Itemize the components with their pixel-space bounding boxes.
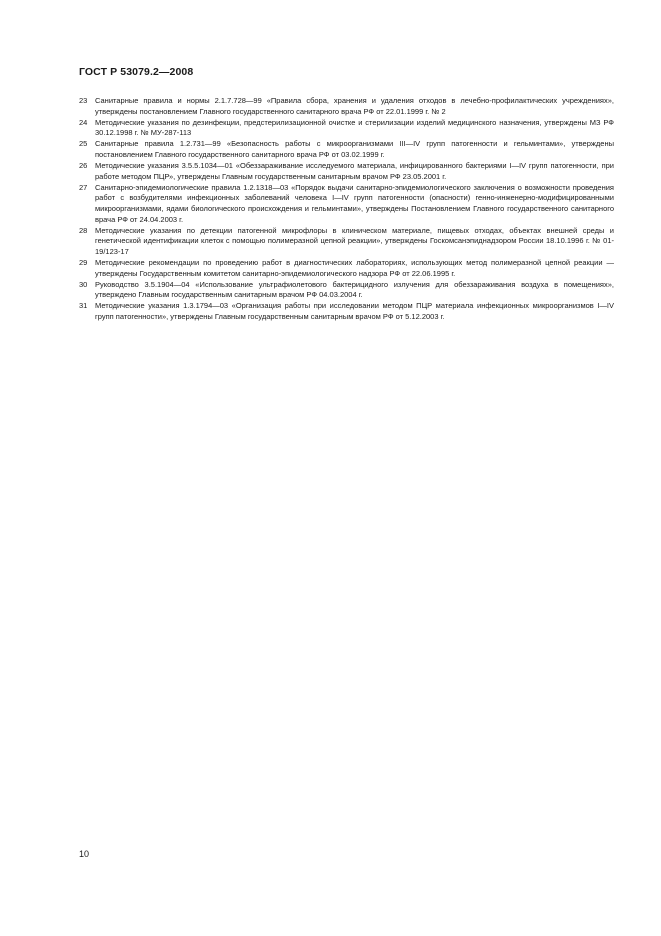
reference-number: 25 (79, 139, 88, 149)
reference-number: 24 (79, 117, 88, 127)
reference-text: Методические указания по детекции патогенной микрофлоры в клиническом материале, пищевых отходах, объектах внешней среды и генетической идентификации клеток с помощью полимеразной цепной реакции», утверждены Госкомсанэпиднадзором России 18.10.1996 г. № 01-19/123-17 (95, 225, 614, 256)
reference-text: Руководство 3.5.1904—04 «Использование ультрафиолетового бактерицидного излучения для обеззараживания воздуха в помещениях», утверждено Главным государственным санитарным врачом РФ 04.03.2004 г. (95, 279, 614, 300)
reference-item (79, 301, 614, 322)
reference-item (79, 139, 614, 160)
reference-text: Методические рекомендации по проведению работ в диагностических лабораториях, использующих метод полимеразной цепной реакции — утверждены Государственным комитетом санитарно-эпидемиологического надзора РФ от 22.06.1995 г. (95, 257, 614, 278)
page-number: 10 (79, 849, 90, 859)
reference-number: 26 (79, 161, 88, 171)
reference-text: Методические указания 3.5.5.1034—01 «Обеззараживание исследуемого материала, инфицированного бактериями I—IV групп патогенности, при работе методом ПЦР», утверждены Главным государственным санитарным врачом РФ 23.05.2001 г. (95, 161, 614, 181)
reference-text: Санитарно-эпидемиологические правила 1.2.1318—03 «Порядок выдачи санитарно-эпидемиологического заключения о возможности проведения работ с возбудителями инфекционных заболеваний человека I—IV групп патогенности (опасности) генно-инженерно-модифицированными микроорганизмами, ядами биологического происхождения и гельминтами», утверждены Постановлением Главного государственного санитарного врача РФ от 24.04.2003 г. (95, 182, 614, 224)
reference-number: 28 (79, 225, 88, 235)
reference-number: 23 (79, 96, 88, 105)
reference-number: 29 (79, 257, 88, 267)
document-header: ГОСТ Р 53079.2—2008 (79, 66, 194, 78)
reference-text: Санитарные правила и нормы 2.1.7.728—99 «Правила сбора, хранения и удаления отходов в лечебно-профилактических учреждениях», утверждены постановлением Главного государственного санитарного врача РФ от 22.01.1999 г. № 2 (95, 96, 614, 116)
reference-text: Методические указания по дезинфекции, предстерилизационной очистке и стерилизации изделий медицинского назначения, утверждены МЗ РФ 30.12.1998 г. № МУ-287-113 (95, 117, 614, 138)
reference-text: Санитарные правила 1.2.731—99 «Безопасность работы с микроорганизмами III—IV групп патогенности и гельминтами», утверждены постановлением Главного государственного санитарного врача РФ от 03.02.1999 г. (95, 139, 614, 159)
reference-item (79, 118, 614, 139)
reference-item (79, 183, 614, 225)
reference-item (79, 161, 614, 182)
references-list (79, 96, 614, 323)
reference-item (79, 96, 614, 117)
reference-item (79, 280, 614, 301)
reference-number: 31 (79, 301, 88, 311)
reference-number: 30 (79, 279, 88, 289)
reference-item (79, 258, 614, 279)
reference-number: 27 (79, 182, 88, 192)
reference-item (79, 226, 614, 258)
reference-text: Методические указания 1.3.1794—03 «Организация работы при исследовании методом ПЦР материала инфекционных микроорганизмов I—IV групп патогенности», утверждены Главным государственным санитарным врачом РФ от 5.12.2003 г. (95, 301, 614, 321)
